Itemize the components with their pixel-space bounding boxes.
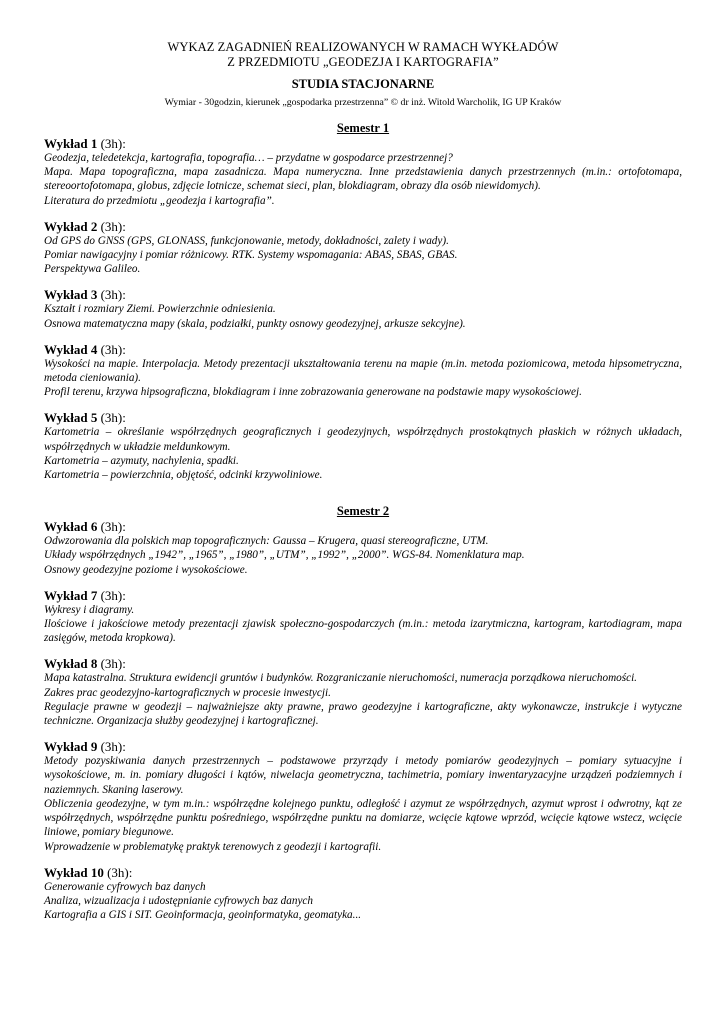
lecture-block xyxy=(44,287,682,330)
lecture-title xyxy=(44,865,682,880)
document-title-line2: Z PRZEDMIOTU „GEODEZJA I KARTOGRAFIA” xyxy=(227,55,499,69)
lecture-block xyxy=(44,739,682,853)
lecture-block xyxy=(44,865,682,923)
document-title-line1: WYKAZ ZAGADNIEŃ REALIZOWANYCH W RAMACH WYKŁADÓW xyxy=(167,40,559,54)
lecture-block xyxy=(44,519,682,577)
semesters-container xyxy=(44,121,682,922)
lecture-hours: (3h): xyxy=(100,656,126,672)
lecture-topic-line: Metody pozyskiwania danych przestrzennych – podstawowe przyrządy i metody pomiarów geodezyjnych – pomiary sytuacyjne i wysokościowe, m. in. pomiary długości i kątów, niwelacja geometryczna, tachimetria, pomiary inwentaryzacyjne urządzeń podziemnych i naziemnych. Skaning laserowy. xyxy=(44,755,682,796)
lecture-title xyxy=(44,219,682,234)
lecture-block xyxy=(44,342,682,400)
lecture-block xyxy=(44,410,682,482)
lecture-name: Wykład 6 xyxy=(44,519,98,535)
lecture-topic-line: Perspektywa Galileo. xyxy=(44,263,141,276)
lecture-topic-line: Kartometria – określanie współrzędnych geograficznych i geodezyjnych, współrzędnych prostokątnych płaskich w różnych układach, współrzędnych w układzie meldunkowym. xyxy=(44,426,682,453)
lecture-hours: (3h): xyxy=(100,739,126,755)
lecture-title xyxy=(44,136,682,151)
lecture-topic-line: Wykresy i diagramy. xyxy=(44,603,135,616)
lecture-topic-line: Generowanie cyfrowych baz danych xyxy=(44,880,206,893)
lecture-name: Wykład 2 xyxy=(44,218,98,234)
lecture-hours: (3h): xyxy=(100,287,126,303)
lecture-topic-line: Analiza, wizualizacja i udostępnianie cyfrowych baz danych xyxy=(44,894,313,907)
lecture-title xyxy=(44,342,682,357)
lecture-title xyxy=(44,739,682,754)
lecture-topic-line: Układy współrzędnych „1942”, „1965”, „1980”, „UTM”, „1992”, „2000”. WGS-84. Nomenklatura map. xyxy=(44,549,525,562)
lecture-topic-line: Od GPS do GNSS (GPS, GLONASS, funkcjonowanie, metody, dokładności, zalety i wady). xyxy=(44,234,449,247)
lecture-title xyxy=(44,656,682,671)
lecture-hours: (3h): xyxy=(100,136,126,151)
lecture-block xyxy=(44,588,682,646)
lecture-topic-line: Osnowa matematyczna mapy (skala, podziałki, punkty osnowy geodezyjnej, arkusze sekcyjne). xyxy=(44,317,466,330)
document-page xyxy=(44,40,682,922)
semester-heading: Semestr 2 xyxy=(336,504,390,519)
document-subtitle: STUDIA STACJONARNE xyxy=(291,77,435,91)
lecture-name: Wykład 1 xyxy=(44,136,98,151)
lecture-hours: (3h): xyxy=(100,218,126,234)
lecture-topic-line: Regulacje prawne w geodezji – najważniejsze akty prawne, prawo geodezyjne i kartograficzne, akty wykonawcze, instrukcje i wytyczne techniczne. Organizacja służby geodezyjnej i kartograficznej. xyxy=(44,700,682,728)
lecture-hours: (3h): xyxy=(100,587,126,603)
lecture-topic-line: Profil terenu, krzywa hipsograficzna, blokdiagram i inne zobrazowania generowane na podstawie mapy wysokościowej. xyxy=(44,386,582,399)
lecture-hours: (3h): xyxy=(100,410,126,426)
lecture-block xyxy=(44,656,682,728)
lecture-block xyxy=(44,136,682,208)
lecture-title xyxy=(44,519,682,534)
lecture-topic-line: Wysokości na mapie. Interpolacja. Metody prezentacji ukształtowania terenu na mapie (m.in. metoda poziomicowa, metoda hipsometryczna, metoda cieniowania). xyxy=(44,357,682,385)
lecture-topic-line: Osnowy geodezyjne poziome i wysokościowe. xyxy=(44,563,248,576)
lecture-topic-line: Odwzorowania dla polskich map topograficznych: Gaussa – Krugera, quasi stereograficzne, UTM. xyxy=(44,535,489,548)
lecture-hours: (3h): xyxy=(100,341,126,357)
lecture-topic-line: Kształt i rozmiary Ziemi. Powierzchnie odniesienia. xyxy=(44,303,276,316)
lecture-title xyxy=(44,287,682,302)
lecture-topic-line: Obliczenia geodezyjne, w tym m.in.: współrzędne kolejnego punktu, odległość i azymut ze współrzędnych, azymut wprost i odwrotny, kąt ze współrzędnych, współrzędne punktu pośredniego, współrzędne punktu na domiarze, wcięcie kątowe wprzód, wcięcie kątowe wstecz, wcięcie liniowe, pomiary biegunowe. xyxy=(44,797,682,839)
lecture-name: Wykład 7 xyxy=(44,587,98,603)
lecture-name: Wykład 4 xyxy=(44,341,98,357)
lecture-topic-line: Mapa. Mapa topograficzna, mapa zasadnicza. Mapa numeryczna. Inne przedstawienia danych przestrzennych (m.in.: ortofotomapa, stereoortofotomapa, globus, zdjęcie lotnicze, schemat sieci, plan, blokdiagram, obrazy dla osób niewidomych). xyxy=(44,166,682,193)
lecture-topic-line: Kartometria – powierzchnia, objętość, odcinki krzywoliniowe. xyxy=(44,469,323,482)
lecture-name: Wykład 3 xyxy=(44,287,98,303)
lecture-topic-line: Literatura do przedmiotu „geodezja i kartografia”. xyxy=(44,194,275,207)
lecture-topic-line: Ilościowe i jakościowe metody prezentacji zjawisk społeczno-gospodarczych (m.in.: metoda izarytmiczna, kartogram, kartodiagram, mapa zasięgów, metoda kropkowa). xyxy=(44,618,682,645)
document-meta: Wymiar - 30godzin, kierunek „gospodarka przestrzenna” © dr inż. Witold Warcholik, IG UP Kraków xyxy=(164,97,562,108)
lecture-topic-line: Pomiar nawigacyjny i pomiar różnicowy. RTK. Systemy wspomagania: ABAS, SBAS, GBAS. xyxy=(44,249,458,262)
lecture-topic-line: Wprowadzenie w problematykę praktyk terenowych z geodezji i kartografii. xyxy=(44,840,382,853)
lecture-name: Wykład 10 xyxy=(44,864,104,880)
lecture-topic-line: Mapa katastralna. Struktura ewidencji gruntów i budynków. Rozgraniczanie nieruchomości, numeracja porządkowa nieruchomości. xyxy=(44,672,637,685)
semester-heading: Semestr 1 xyxy=(336,121,390,135)
lecture-hours: (3h): xyxy=(107,864,133,880)
lecture-name: Wykład 9 xyxy=(44,739,98,755)
lecture-topic-line: Geodezja, teledetekcja, kartografia, topografia… – przydatne w gospodarce przestrzennej? xyxy=(44,152,453,164)
lecture-name: Wykład 8 xyxy=(44,656,98,672)
lecture-topic-line: Kartografia a GIS i SIT. Geoinformacja, geoinformatyka, geomatyka... xyxy=(44,909,362,922)
lecture-name: Wykład 5 xyxy=(44,410,98,426)
lecture-topic-line: Kartometria – azymuty, nachylenia, spadki. xyxy=(44,454,239,467)
lecture-title xyxy=(44,588,682,603)
lecture-title xyxy=(44,410,682,425)
lecture-topic-line: Zakres prac geodezyjno-kartograficznych w procesie inwestycji. xyxy=(44,686,331,699)
lecture-hours: (3h): xyxy=(100,519,126,535)
lecture-block xyxy=(44,219,682,277)
